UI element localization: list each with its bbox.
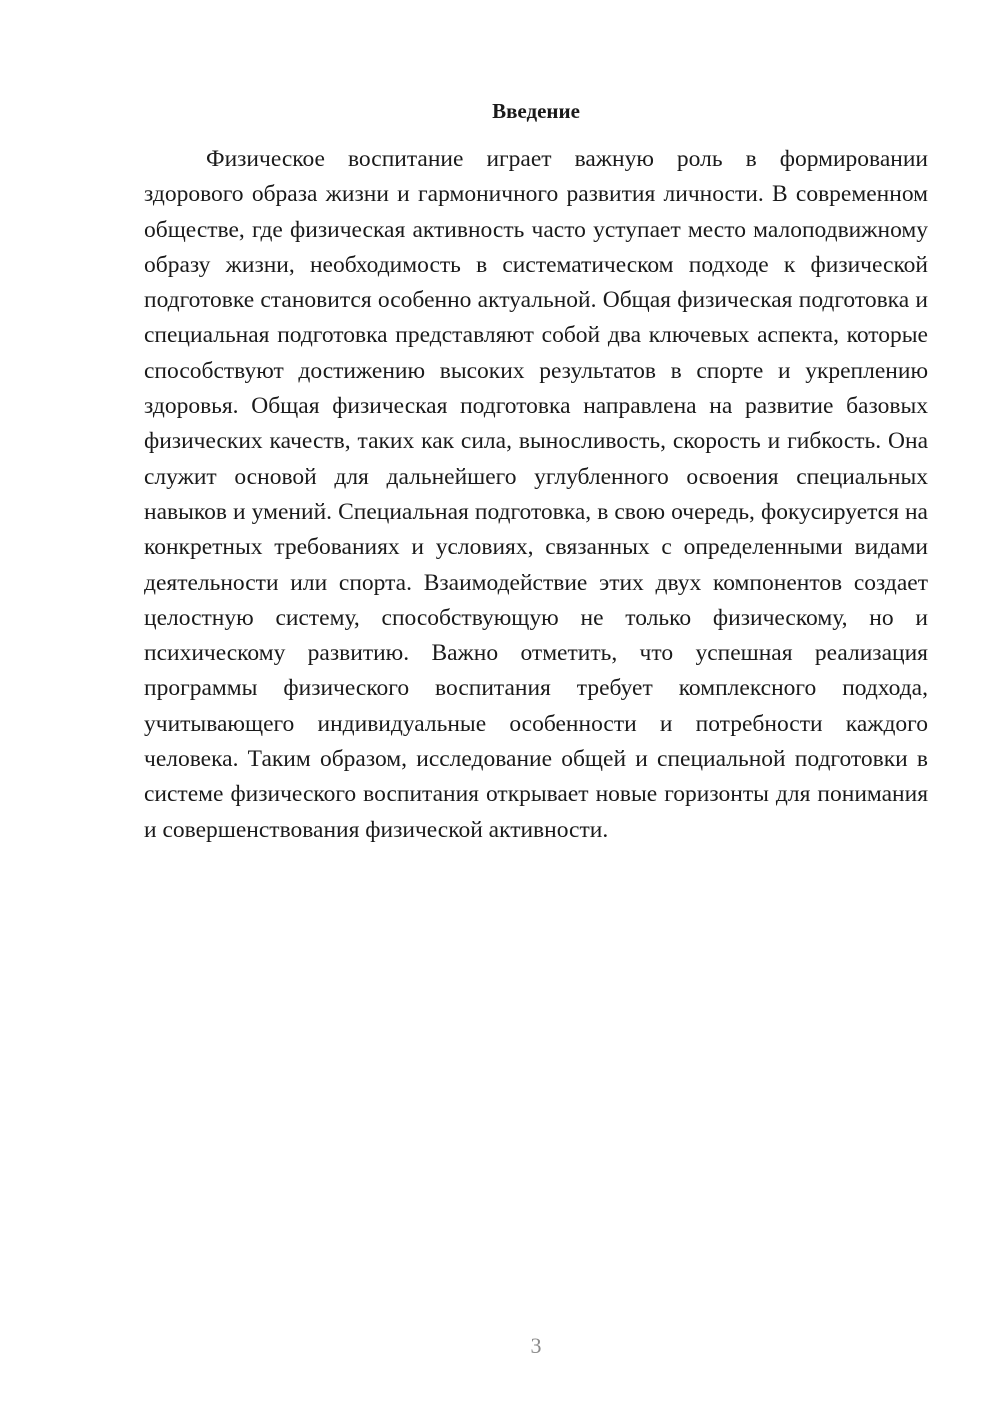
section-heading: Введение xyxy=(492,99,580,123)
page-number: 3 xyxy=(530,1333,542,1358)
introduction-paragraph: Физическое воспитание играет важную роль в формировании здорового образа жизни и гармоничного развития личности. В современном обществе, где физическая активность часто уступает место малоподвижному образу жизни, необходимость в систематическом подходе к физической подготовке становится особенно актуальной. Общая физическая подготовка и специальная подготовка представляют собой два ключевых аспекта, которые способствуют достижению высоких результатов в спорте и укреплению здоровья. Общая физическая подготовка направлена на развитие базовых физических качеств, таких как сила, выносливость, скорость и гибкость. Она служит основой для дальнейшего углубленного освоения специальных навыков и умений. Специальная подготовка, в свою очередь, фокусируется на конкретных требованиях и условиях, связанных с определенными видами деятельности или спорта. Взаимодействие этих двух компонентов создает целостную систему, способствующую не только физическому, но и психическому развитию. Важно отметить, что успешная реализация программы физического воспитания требует комплексного подхода, учитывающего индивидуальные особенности и потребности каждого человека. Таким образом, исследование общей и специальной подготовки в системе физического воспитания открывает новые горизонты для понимания и совершенствования физической активности. xyxy=(144,146,928,843)
